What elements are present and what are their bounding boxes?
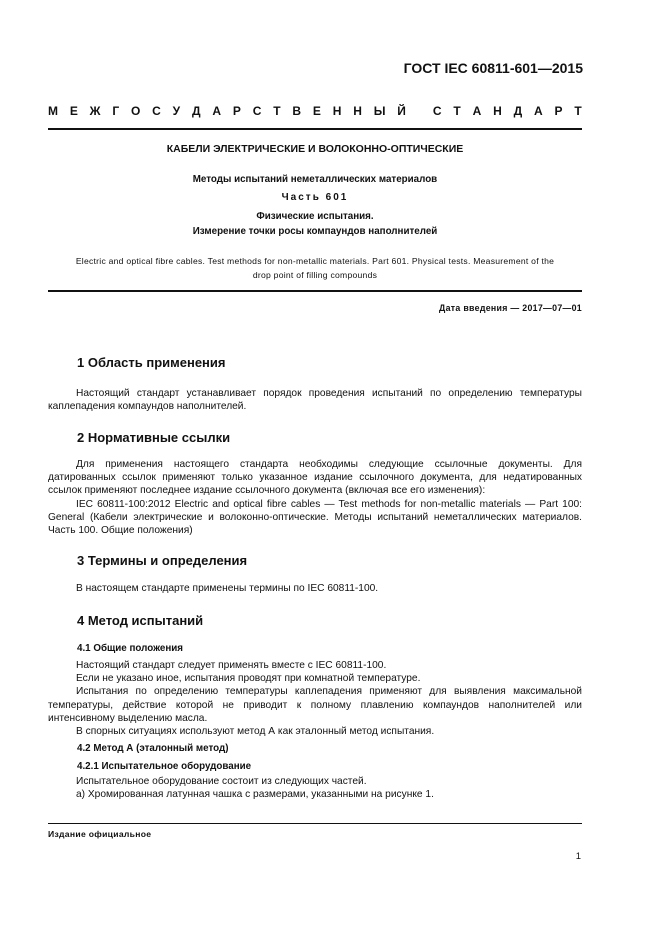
section-1-heading: 1 Область применения [77,355,226,370]
interstate-standard-heading [48,104,582,118]
page-number: 1 [575,851,581,862]
paragraph: Для применения настоящего стандарта необходимы следующие ссылочные документы. Для датированных ссылок применяют только указанное издание ссылочного документа, для недатированных ссылок применяют последнее издание ссылочного документа (включая все его изменения): [48,459,582,497]
interstate-heading-letter: Й [397,104,406,118]
interstate-heading-letter [418,104,421,118]
header-rule [48,128,582,130]
paragraph: В настоящем стандарте применены термины по IEC 60811-100. [76,583,379,594]
interstate-heading-letter: М [48,104,58,118]
interstate-heading-letter: А [533,104,543,118]
interstate-heading-letter: Ы [373,104,386,118]
paragraph: Настоящий стандарт следует применять вместе с IEC 60811-100. [76,660,387,671]
paragraph: Испытания по определению температуры каплепадения применяют для выявления максимальной температуры, действие которой не приводит к полному плавлению компаундов наполнителей или интенсивному выделению масла. [48,686,582,724]
interstate-heading-letter: Н [493,104,502,118]
interstate-heading-letter: Д [513,104,523,118]
interstate-heading-letter: Т [273,104,281,118]
paragraph: а) Хромированная латунная чашка с размерами, указанными на рисунке 1. [76,789,434,801]
section-2-text [48,458,582,537]
subsection-4-2-1-text [48,775,582,801]
interstate-heading-letter: Р [554,104,563,118]
interstate-heading-letter: А [472,104,482,118]
interstate-heading-letter: О [131,104,141,118]
section-3-heading: 3 Термины и определения [77,553,248,568]
interstate-heading-letter: Т [453,104,461,118]
english-title [48,254,582,282]
paragraph: Испытательное оборудование состоит из следующих частей. [76,776,367,787]
interstate-heading-letter: С [252,104,262,118]
interstate-heading-letter: Н [332,104,342,118]
subsection-4-1-heading: 4.1 Общие положения [77,643,184,654]
section-1-text [48,387,582,413]
standard-title: КАБЕЛИ ЭЛЕКТРИЧЕСКИЕ И ВОЛОКОННО-ОПТИЧЕСКИЕ [166,143,464,155]
part-number: Часть 601 [281,192,349,203]
interstate-heading-letter: Н [353,104,362,118]
part-title-line-1: Физические испытания. [256,211,374,222]
paragraph: Настоящий стандарт устанавливает порядок проведения испытаний по определению температуры каплепадения компаундов наполнителей. [48,388,582,413]
subsection-4-1-text [48,659,582,738]
interstate-heading-letter: С [432,104,442,118]
interstate-heading-letter: С [152,104,161,118]
interstate-heading-letter: Ж [89,104,101,118]
paragraph: В спорных ситуациях используют метод А как эталонный метод испытания. [76,726,435,738]
official-edition-label: Издание официальное [48,829,152,839]
section-2-heading: 2 Нормативные ссылки [77,430,231,445]
subsection-4-2-1-heading: 4.2.1 Испытательное оборудование [77,761,252,772]
interstate-heading-letter: Е [69,104,78,118]
section-4-heading: 4 Метод испытаний [77,613,204,628]
part-title-line-2: Измерение точки росы компаундов наполнителей [192,226,438,237]
interstate-heading-letter: Р [232,104,241,118]
english-title-line-1: Electric and optical fibre cables. Test methods for non-metallic materials. Part 601. Physical tests. Measurement of the [75,256,555,266]
section-3-text [48,582,582,595]
interstate-heading-letter: Е [312,104,321,118]
title-block-rule [48,290,582,292]
document-code: ГОСТ IEC 60811-601—2015 [403,60,583,76]
interstate-heading-letter: Г [112,104,120,118]
footer-rule [48,823,582,824]
interstate-heading-letter: Д [191,104,201,118]
introduction-date: Дата введения — 2017—07—01 [439,303,582,313]
subsection-4-2-heading: 4.2 Метод А (эталонный метод) [77,743,229,754]
english-title-line-2: drop point of filling compounds [252,270,378,280]
interstate-heading-letter: А [212,104,222,118]
interstate-heading-letter: Т [574,104,582,118]
reference-entry: IEC 60811-100:2012 Electric and optical fibre cables — Test methods for non-metallic materials — Part 100: General (Кабели электрические и волоконно-оптические. Методы испытаний неметаллических материалов. Часть 100. Общие положения) [48,498,582,537]
paragraph: Если не указано иное, испытания проводят при комнатной температуре. [76,673,421,685]
interstate-heading-letter: У [172,104,181,118]
standard-subtitle: Методы испытаний неметаллических материалов [192,174,438,185]
interstate-heading-letter: В [292,104,302,118]
